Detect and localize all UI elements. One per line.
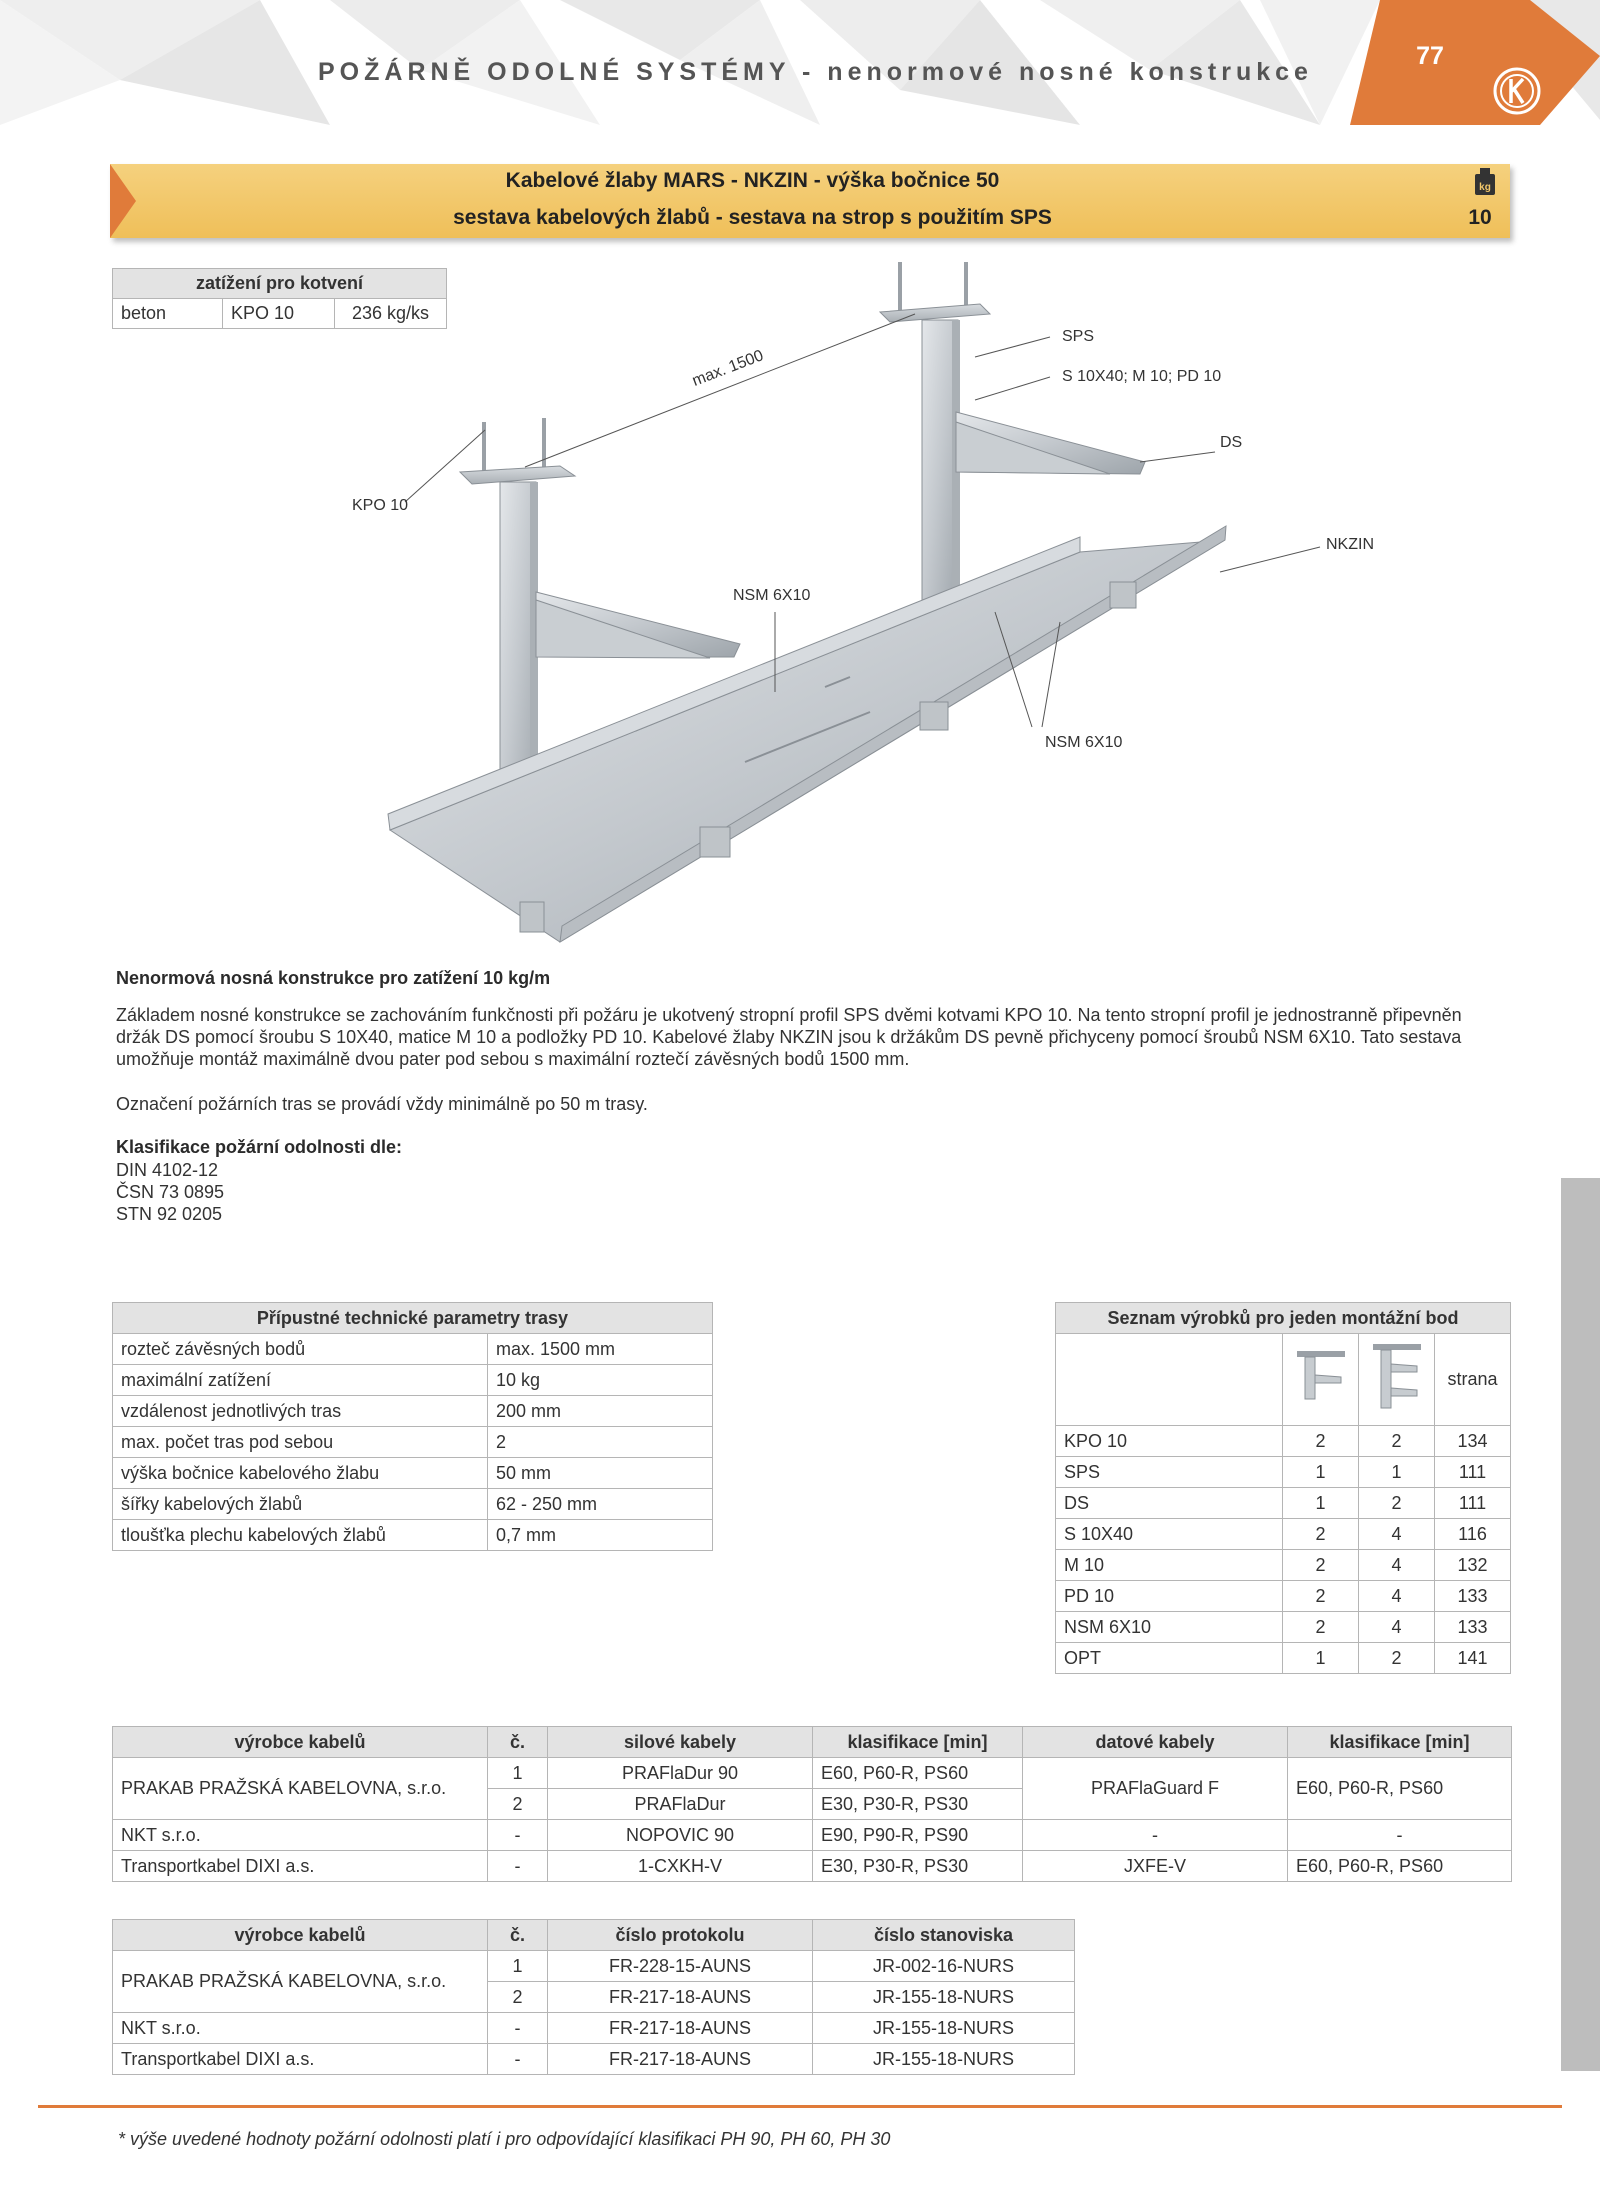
description-heading: Nenormová nosná konstrukce pro zatížení 10 kg/m	[116, 968, 551, 988]
table-row: M 10 2 4 132	[1056, 1550, 1511, 1581]
table-row: PD 10 2 4 133	[1056, 1581, 1511, 1612]
callout-nkzin: NKZIN	[1326, 536, 1374, 553]
table-row: rozteč závěsných bodů max. 1500 mm	[113, 1334, 713, 1365]
table-header-row: výrobce kabelů č. číslo protokolu číslo stanoviska	[113, 1920, 1075, 1951]
test-protocol-table	[112, 1919, 1075, 2075]
callout-ds: DS	[1220, 434, 1243, 451]
table-row: DS 1 2 111	[1056, 1488, 1511, 1519]
table-row: beton KPO 10 236 kg/ks	[113, 299, 447, 329]
standard-item: DIN 4102-12	[116, 1160, 219, 1180]
table-row: Transportkabel DIXI a.s. - 1-CXKH-V E30, P30-R, PS30 JXFE-V E60, P60-R, PS60	[113, 1851, 1512, 1882]
brand-logo	[1492, 66, 1542, 121]
table-row: vzdálenost jednotlivých tras 200 mm	[113, 1396, 713, 1427]
svg-text:kg: kg	[1479, 182, 1491, 193]
single-bracket-icon	[1283, 1334, 1359, 1426]
table-row: 2 PRAFlaDur E30, P30-R, PS30	[113, 1789, 1512, 1820]
table-row: NKT s.r.o. - FR-217-18-AUNS JR-155-18-NURS	[113, 2013, 1075, 2044]
footnote: * výše uvedené hodnoty požární odolnosti platí i pro odpovídající klasifikaci PH 90, PH 60, PH 30	[118, 2129, 891, 2149]
anchor-table-header: zatížení pro kotvení	[113, 269, 447, 299]
table-row: tloušťka plechu kabelových žlabů 0,7 mm	[113, 1520, 713, 1551]
double-bracket-icon	[1359, 1334, 1435, 1426]
products-table-header: Seznam výrobků pro jeden montážní bod	[1056, 1303, 1511, 1334]
standard-item: STN 92 0205	[116, 1204, 223, 1224]
weight-value: 10	[1468, 206, 1492, 229]
callout-nsm-lower: NSM 6X10	[1045, 734, 1123, 751]
footer-divider	[38, 2105, 1562, 2108]
kg-weight-icon	[1474, 168, 1496, 201]
callout-max-span: max. 1500	[690, 347, 766, 390]
assembly-illustration	[290, 262, 1374, 952]
table-row: KPO 10 2 2 134	[1056, 1426, 1511, 1457]
table-row: max. počet tras pod sebou 2	[113, 1427, 713, 1458]
section-subtitle: sestava kabelových žlabů - sestava na strop s použitím SPS	[453, 206, 1052, 229]
page-column-label: strana	[1435, 1334, 1511, 1426]
cable-tray-drawing	[290, 262, 1340, 952]
table-row: šířky kabelových žlabů 62 - 250 mm	[113, 1489, 713, 1520]
table-row: výška bočnice kabelového žlabu 50 mm	[113, 1458, 713, 1489]
page-number: 77	[1416, 42, 1444, 70]
table-row: NSM 6X10 2 4 133	[1056, 1612, 1511, 1643]
section-title: Kabelové žlaby MARS - NKZIN - výška bočnice 50	[505, 169, 1000, 192]
products-icon-row	[1056, 1334, 1511, 1426]
table-row: PRAKAB PRAŽSKÁ KABELOVNA, s.r.o. 1 PRAFlaDur 90 E60, P60-R, PS60 PRAFlaGuard F E60, P60-R, PS60	[113, 1758, 1512, 1789]
table-row: SPS 1 1 111	[1056, 1457, 1511, 1488]
standard-item: ČSN 73 0895	[116, 1182, 225, 1202]
callout-nsm-upper: NSM 6X10	[733, 587, 811, 604]
table-row: S 10X40 2 4 116	[1056, 1519, 1511, 1550]
classification-heading: Klasifikace požární odolnosti dle:	[116, 1137, 403, 1157]
table-row: NKT s.r.o. - NOPOVIC 90 E90, P90-R, PS90 - -	[113, 1820, 1512, 1851]
products-per-mount-table	[1055, 1302, 1511, 1674]
side-tab-bar	[1561, 1178, 1600, 2071]
table-row: maximální zatížení 10 kg	[113, 1365, 713, 1396]
callout-sps: SPS	[1062, 328, 1095, 345]
params-table-header: Přípustné technické parametry trasy	[113, 1303, 713, 1334]
table-header-row: výrobce kabelů č. silové kabely klasifikace [min] datové kabely klasifikace [min]	[113, 1727, 1512, 1758]
description-paragraph: Základem nosné konstrukce se zachováním funkčnosti při požáru je ukotvený stropní profil SPS dvěmi kotvami KPO 10. Na tento stropní profil je jednostranně připevněn držák DS pomocí šroubu S 10X40, matice M 10 a podložky PD 10. Kabelové žlaby NKZIN jsou k držákům DS pevně přichyceny pomocí šroubů NSM 6X10. Tato sestava umožňuje montáž maximálně dvou pater pod sebou s maximální roztečí závěsných bodů 1500 mm.	[116, 1005, 1462, 1069]
table-row: Transportkabel DIXI a.s. - FR-217-18-AUNS JR-155-18-NURS	[113, 2044, 1075, 2075]
page-title: POŽÁRNĚ ODOLNÉ SYSTÉMY - nenormové nosné konstrukce	[318, 58, 1313, 86]
callout-screw: S 10X40; M 10; PD 10	[1062, 368, 1222, 385]
table-row: OPT 1 2 141	[1056, 1643, 1511, 1674]
callout-kpo: KPO 10	[352, 497, 409, 514]
technical-parameters-table	[112, 1302, 713, 1551]
table-row: 2 FR-217-18-AUNS JR-155-18-NURS	[113, 1982, 1075, 2013]
banner-arrow-icon	[110, 164, 136, 243]
description-note: Označení požárních tras se provádí vždy minimálně po 50 m trasy.	[116, 1094, 648, 1114]
cable-classification-table	[112, 1726, 1512, 1882]
table-row: PRAKAB PRAŽSKÁ KABELOVNA, s.r.o. 1 FR-228-15-AUNS JR-002-16-NURS	[113, 1951, 1075, 1982]
